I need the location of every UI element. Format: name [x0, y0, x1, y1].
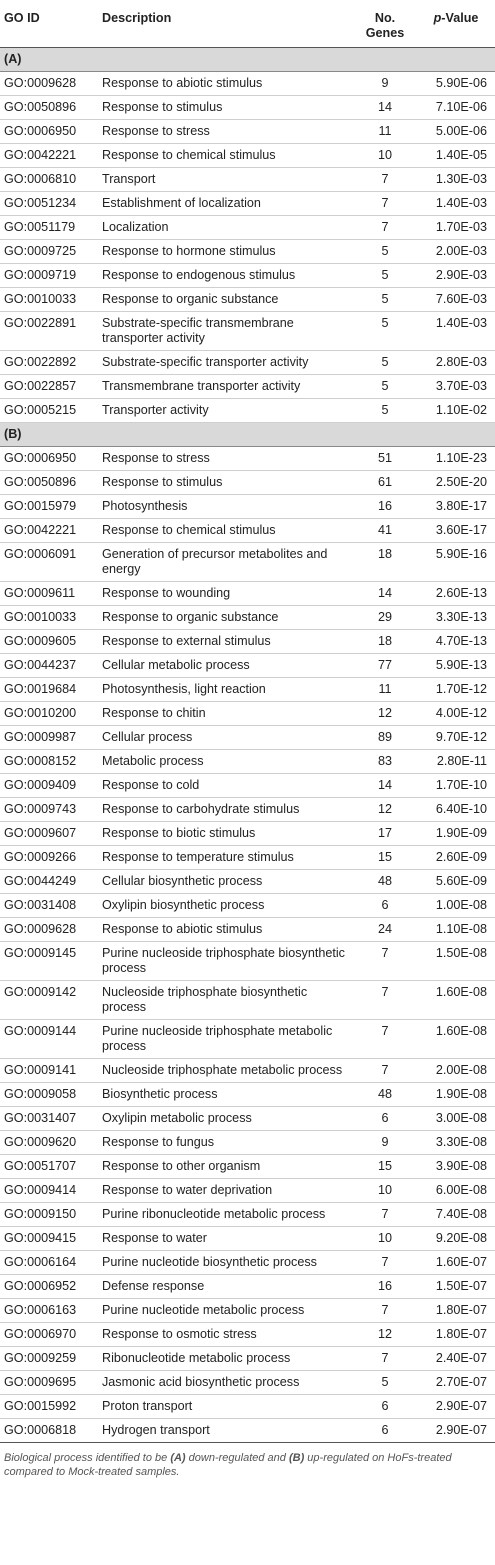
go-id-cell: GO:0009620	[0, 1131, 98, 1155]
go-id-cell: GO:0010200	[0, 702, 98, 726]
go-id-cell: GO:0044249	[0, 870, 98, 894]
gene-count-cell: 7	[353, 168, 417, 192]
description-cell: Response to endogenous stimulus	[98, 264, 353, 288]
p-value-cell: 1.60E-08	[417, 981, 495, 1020]
caption-part2: down-regulated and	[185, 1452, 289, 1464]
table-caption	[0, 1443, 495, 1479]
section-label: (A)	[0, 48, 495, 72]
table-row	[0, 1347, 495, 1371]
description-cell: Response to fungus	[98, 1131, 353, 1155]
description-cell: Response to stress	[98, 120, 353, 144]
table-row	[0, 822, 495, 846]
header-no-genes-line1: No.	[374, 11, 396, 25]
description-cell: Response to water	[98, 1227, 353, 1251]
table-row	[0, 582, 495, 606]
table-row	[0, 471, 495, 495]
table-row	[0, 1179, 495, 1203]
gene-count-cell: 5	[353, 399, 417, 423]
go-id-cell: GO:0006950	[0, 447, 98, 471]
gene-count-cell: 5	[353, 312, 417, 351]
gene-count-cell: 6	[353, 894, 417, 918]
go-id-cell: GO:0044237	[0, 654, 98, 678]
gene-count-cell: 29	[353, 606, 417, 630]
table-row	[0, 495, 495, 519]
header-p-value	[417, 0, 495, 48]
table-row	[0, 240, 495, 264]
go-id-cell: GO:0009987	[0, 726, 98, 750]
table-row	[0, 96, 495, 120]
p-value-cell: 6.40E-10	[417, 798, 495, 822]
table-header	[0, 0, 495, 48]
go-id-cell: GO:0006952	[0, 1275, 98, 1299]
table-row	[0, 519, 495, 543]
go-id-cell: GO:0009725	[0, 240, 98, 264]
gene-count-cell: 15	[353, 846, 417, 870]
gene-count-cell: 7	[353, 981, 417, 1020]
go-id-cell: GO:0042221	[0, 144, 98, 168]
description-cell: Purine nucleoside triphosphate biosynthetic process	[98, 942, 353, 981]
p-value-cell: 2.00E-08	[417, 1059, 495, 1083]
go-id-cell: GO:0031407	[0, 1107, 98, 1131]
description-cell: Purine nucleoside triphosphate metabolic process	[98, 1020, 353, 1059]
go-id-cell: GO:0009150	[0, 1203, 98, 1227]
p-value-cell: 5.90E-16	[417, 543, 495, 582]
p-value-cell: 3.80E-17	[417, 495, 495, 519]
description-cell: Purine nucleotide metabolic process	[98, 1299, 353, 1323]
description-cell: Transport	[98, 168, 353, 192]
go-id-cell: GO:0009605	[0, 630, 98, 654]
description-cell: Response to wounding	[98, 582, 353, 606]
go-id-cell: GO:0015992	[0, 1395, 98, 1419]
go-id-cell: GO:0010033	[0, 606, 98, 630]
go-id-cell: GO:0009611	[0, 582, 98, 606]
gene-count-cell: 18	[353, 543, 417, 582]
table-row	[0, 1203, 495, 1227]
table-row	[0, 216, 495, 240]
description-cell: Biosynthetic process	[98, 1083, 353, 1107]
p-value-cell: 1.90E-09	[417, 822, 495, 846]
p-value-cell: 1.10E-23	[417, 447, 495, 471]
caption-part1: Biological process identified to be	[4, 1452, 171, 1464]
go-id-cell: GO:0022891	[0, 312, 98, 351]
description-cell: Localization	[98, 216, 353, 240]
go-id-cell: GO:0009141	[0, 1059, 98, 1083]
go-id-cell: GO:0009628	[0, 72, 98, 96]
go-id-cell: GO:0009145	[0, 942, 98, 981]
gene-count-cell: 5	[353, 1371, 417, 1395]
description-cell: Establishment of localization	[98, 192, 353, 216]
gene-count-cell: 6	[353, 1419, 417, 1443]
header-p-rest: -Value	[441, 11, 479, 25]
p-value-cell: 2.80E-11	[417, 750, 495, 774]
gene-count-cell: 5	[353, 351, 417, 375]
description-cell: Response to cold	[98, 774, 353, 798]
p-value-cell: 1.40E-03	[417, 192, 495, 216]
table-row	[0, 1107, 495, 1131]
go-id-cell: GO:0009058	[0, 1083, 98, 1107]
table-row	[0, 1419, 495, 1443]
table-row	[0, 1299, 495, 1323]
p-value-cell: 2.00E-03	[417, 240, 495, 264]
gene-count-cell: 15	[353, 1155, 417, 1179]
gene-count-cell: 41	[353, 519, 417, 543]
p-value-cell: 9.20E-08	[417, 1227, 495, 1251]
p-value-cell: 2.90E-07	[417, 1395, 495, 1419]
p-value-cell: 3.90E-08	[417, 1155, 495, 1179]
table-row	[0, 1251, 495, 1275]
go-id-cell: GO:0006810	[0, 168, 98, 192]
p-value-cell: 5.90E-13	[417, 654, 495, 678]
description-cell: Photosynthesis	[98, 495, 353, 519]
table-row	[0, 750, 495, 774]
table-row	[0, 351, 495, 375]
gene-count-cell: 10	[353, 1179, 417, 1203]
go-id-cell: GO:0009414	[0, 1179, 98, 1203]
go-id-cell: GO:0019684	[0, 678, 98, 702]
go-id-cell: GO:0009607	[0, 822, 98, 846]
description-cell: Nucleoside triphosphate biosynthetic process	[98, 981, 353, 1020]
gene-count-cell: 12	[353, 1323, 417, 1347]
table-row	[0, 399, 495, 423]
header-p-letter: p	[433, 11, 442, 25]
gene-count-cell: 11	[353, 678, 417, 702]
gene-count-cell: 7	[353, 1059, 417, 1083]
table-row	[0, 120, 495, 144]
table-row	[0, 288, 495, 312]
description-cell: Purine nucleotide biosynthetic process	[98, 1251, 353, 1275]
go-id-cell: GO:0005215	[0, 399, 98, 423]
go-id-cell: GO:0009628	[0, 918, 98, 942]
table-row	[0, 264, 495, 288]
go-id-cell: GO:0006163	[0, 1299, 98, 1323]
go-id-cell: GO:0009695	[0, 1371, 98, 1395]
go-id-cell: GO:0051234	[0, 192, 98, 216]
description-cell: Response to other organism	[98, 1155, 353, 1179]
p-value-cell: 1.50E-08	[417, 942, 495, 981]
description-cell: Response to organic substance	[98, 606, 353, 630]
header-no-genes	[353, 0, 417, 48]
gene-count-cell: 7	[353, 1299, 417, 1323]
table-row	[0, 654, 495, 678]
table-row	[0, 846, 495, 870]
table-row	[0, 72, 495, 96]
table-row	[0, 192, 495, 216]
gene-count-cell: 5	[353, 264, 417, 288]
p-value-cell: 1.60E-08	[417, 1020, 495, 1059]
description-cell: Response to carbohydrate stimulus	[98, 798, 353, 822]
p-value-cell: 1.60E-07	[417, 1251, 495, 1275]
caption-part3: up-regulated on HoFs-treated compared to Mock-treated samples.	[4, 1452, 452, 1478]
go-id-cell: GO:0051707	[0, 1155, 98, 1179]
table-row	[0, 1020, 495, 1059]
p-value-cell: 5.60E-09	[417, 870, 495, 894]
go-id-cell: GO:0006950	[0, 120, 98, 144]
description-cell: Response to abiotic stimulus	[98, 918, 353, 942]
description-cell: Response to temperature stimulus	[98, 846, 353, 870]
table-row	[0, 1323, 495, 1347]
go-id-cell: GO:0042221	[0, 519, 98, 543]
description-cell: Response to stimulus	[98, 96, 353, 120]
table-body	[0, 48, 495, 1443]
gene-count-cell: 83	[353, 750, 417, 774]
p-value-cell: 5.90E-06	[417, 72, 495, 96]
section-label: (B)	[0, 423, 495, 447]
caption-label-a: (A)	[170, 1452, 186, 1464]
p-value-cell: 1.40E-03	[417, 312, 495, 351]
header-description: Description	[98, 0, 353, 48]
gene-count-cell: 61	[353, 471, 417, 495]
table-row	[0, 1395, 495, 1419]
gene-count-cell: 7	[353, 1020, 417, 1059]
description-cell: Jasmonic acid biosynthetic process	[98, 1371, 353, 1395]
table-row	[0, 375, 495, 399]
table-row	[0, 168, 495, 192]
table-row	[0, 942, 495, 981]
p-value-cell: 3.60E-17	[417, 519, 495, 543]
p-value-cell: 2.50E-20	[417, 471, 495, 495]
p-value-cell: 1.70E-03	[417, 216, 495, 240]
table-row	[0, 1155, 495, 1179]
p-value-cell: 3.70E-03	[417, 375, 495, 399]
description-cell: Nucleoside triphosphate metabolic process	[98, 1059, 353, 1083]
gene-count-cell: 10	[353, 144, 417, 168]
go-id-cell: GO:0009409	[0, 774, 98, 798]
go-id-cell: GO:0009719	[0, 264, 98, 288]
description-cell: Response to abiotic stimulus	[98, 72, 353, 96]
description-cell: Response to chitin	[98, 702, 353, 726]
gene-count-cell: 5	[353, 288, 417, 312]
gene-count-cell: 9	[353, 1131, 417, 1155]
table-row	[0, 702, 495, 726]
description-cell: Oxylipin metabolic process	[98, 1107, 353, 1131]
p-value-cell: 2.60E-13	[417, 582, 495, 606]
gene-count-cell: 14	[353, 582, 417, 606]
gene-count-cell: 16	[353, 495, 417, 519]
gene-count-cell: 7	[353, 1203, 417, 1227]
p-value-cell: 7.10E-06	[417, 96, 495, 120]
p-value-cell: 1.00E-08	[417, 894, 495, 918]
description-cell: Substrate-specific transporter activity	[98, 351, 353, 375]
p-value-cell: 2.90E-03	[417, 264, 495, 288]
gene-count-cell: 6	[353, 1395, 417, 1419]
gene-count-cell: 24	[353, 918, 417, 942]
table-row	[0, 447, 495, 471]
table-row	[0, 144, 495, 168]
table-row	[0, 981, 495, 1020]
p-value-cell: 1.50E-07	[417, 1275, 495, 1299]
go-id-cell: GO:0022892	[0, 351, 98, 375]
description-cell: Response to stimulus	[98, 471, 353, 495]
description-cell: Response to stress	[98, 447, 353, 471]
p-value-cell: 2.40E-07	[417, 1347, 495, 1371]
go-id-cell: GO:0050896	[0, 96, 98, 120]
header-go-id: GO ID	[0, 0, 98, 48]
gene-count-cell: 48	[353, 870, 417, 894]
p-value-cell: 3.30E-08	[417, 1131, 495, 1155]
description-cell: Response to water deprivation	[98, 1179, 353, 1203]
p-value-cell: 2.70E-07	[417, 1371, 495, 1395]
gene-count-cell: 7	[353, 1251, 417, 1275]
table-row	[0, 870, 495, 894]
gene-count-cell: 7	[353, 1347, 417, 1371]
table-row	[0, 1275, 495, 1299]
p-value-cell: 1.10E-02	[417, 399, 495, 423]
gene-count-cell: 17	[353, 822, 417, 846]
table-row	[0, 798, 495, 822]
gene-count-cell: 12	[353, 798, 417, 822]
p-value-cell: 1.40E-05	[417, 144, 495, 168]
p-value-cell: 4.70E-13	[417, 630, 495, 654]
gene-count-cell: 16	[353, 1275, 417, 1299]
p-value-cell: 1.80E-07	[417, 1299, 495, 1323]
go-id-cell: GO:0022857	[0, 375, 98, 399]
description-cell: Purine ribonucleotide metabolic process	[98, 1203, 353, 1227]
p-value-cell: 2.90E-07	[417, 1419, 495, 1443]
description-cell: Photosynthesis, light reaction	[98, 678, 353, 702]
p-value-cell: 1.30E-03	[417, 168, 495, 192]
p-value-cell: 1.70E-12	[417, 678, 495, 702]
table-row	[0, 1371, 495, 1395]
description-cell: Ribonucleotide metabolic process	[98, 1347, 353, 1371]
gene-count-cell: 7	[353, 192, 417, 216]
go-id-cell: GO:0009266	[0, 846, 98, 870]
gene-count-cell: 11	[353, 120, 417, 144]
description-cell: Cellular process	[98, 726, 353, 750]
table-row	[0, 726, 495, 750]
gene-count-cell: 14	[353, 774, 417, 798]
description-cell: Response to chemical stimulus	[98, 144, 353, 168]
go-id-cell: GO:0009415	[0, 1227, 98, 1251]
gene-count-cell: 9	[353, 72, 417, 96]
table-row	[0, 1083, 495, 1107]
p-value-cell: 1.70E-10	[417, 774, 495, 798]
p-value-cell: 2.80E-03	[417, 351, 495, 375]
gene-count-cell: 10	[353, 1227, 417, 1251]
gene-count-cell: 5	[353, 240, 417, 264]
description-cell: Response to chemical stimulus	[98, 519, 353, 543]
table-row	[0, 678, 495, 702]
section-row	[0, 423, 495, 447]
description-cell: Transporter activity	[98, 399, 353, 423]
description-cell: Defense response	[98, 1275, 353, 1299]
table-row	[0, 1131, 495, 1155]
description-cell: Response to osmotic stress	[98, 1323, 353, 1347]
gene-count-cell: 7	[353, 216, 417, 240]
gene-count-cell: 48	[353, 1083, 417, 1107]
go-id-cell: GO:0008152	[0, 750, 98, 774]
p-value-cell: 3.30E-13	[417, 606, 495, 630]
p-value-cell: 1.10E-08	[417, 918, 495, 942]
go-id-cell: GO:0006970	[0, 1323, 98, 1347]
table-row	[0, 918, 495, 942]
gene-count-cell: 18	[353, 630, 417, 654]
p-value-cell: 1.90E-08	[417, 1083, 495, 1107]
description-cell: Response to organic substance	[98, 288, 353, 312]
description-cell: Cellular biosynthetic process	[98, 870, 353, 894]
p-value-cell: 4.00E-12	[417, 702, 495, 726]
table-row	[0, 774, 495, 798]
gene-count-cell: 51	[353, 447, 417, 471]
description-cell: Cellular metabolic process	[98, 654, 353, 678]
header-no-genes-line2: Genes	[365, 26, 405, 40]
description-cell: Oxylipin biosynthetic process	[98, 894, 353, 918]
gene-count-cell: 14	[353, 96, 417, 120]
p-value-cell: 2.60E-09	[417, 846, 495, 870]
go-id-cell: GO:0015979	[0, 495, 98, 519]
description-cell: Hydrogen transport	[98, 1419, 353, 1443]
gene-count-cell: 5	[353, 375, 417, 399]
go-id-cell: GO:0010033	[0, 288, 98, 312]
table-row	[0, 312, 495, 351]
gene-count-cell: 77	[353, 654, 417, 678]
p-value-cell: 7.60E-03	[417, 288, 495, 312]
gene-count-cell: 6	[353, 1107, 417, 1131]
section-row	[0, 48, 495, 72]
p-value-cell: 9.70E-12	[417, 726, 495, 750]
go-id-cell: GO:0009259	[0, 1347, 98, 1371]
gene-count-cell: 7	[353, 942, 417, 981]
caption-label-b: (B)	[288, 1452, 305, 1464]
p-value-cell: 1.80E-07	[417, 1323, 495, 1347]
go-id-cell: GO:0050896	[0, 471, 98, 495]
p-value-cell: 3.00E-08	[417, 1107, 495, 1131]
description-cell: Generation of precursor metabolites and energy	[98, 543, 353, 582]
description-cell: Proton transport	[98, 1395, 353, 1419]
go-id-cell: GO:0009142	[0, 981, 98, 1020]
go-id-cell: GO:0051179	[0, 216, 98, 240]
go-id-cell: GO:0006818	[0, 1419, 98, 1443]
go-id-cell: GO:0006164	[0, 1251, 98, 1275]
go-id-cell: GO:0009144	[0, 1020, 98, 1059]
p-value-cell: 5.00E-06	[417, 120, 495, 144]
table-row	[0, 894, 495, 918]
gene-count-cell: 12	[353, 702, 417, 726]
description-cell: Response to hormone stimulus	[98, 240, 353, 264]
description-cell: Response to biotic stimulus	[98, 822, 353, 846]
table-row	[0, 606, 495, 630]
go-id-cell: GO:0009743	[0, 798, 98, 822]
p-value-cell: 6.00E-08	[417, 1179, 495, 1203]
description-cell: Transmembrane transporter activity	[98, 375, 353, 399]
table-row	[0, 630, 495, 654]
table-row	[0, 1059, 495, 1083]
description-cell: Substrate-specific transmembrane transporter activity	[98, 312, 353, 351]
table-row	[0, 543, 495, 582]
p-value-cell: 7.40E-08	[417, 1203, 495, 1227]
gene-count-cell: 89	[353, 726, 417, 750]
table-row	[0, 1227, 495, 1251]
description-cell: Response to external stimulus	[98, 630, 353, 654]
go-id-cell: GO:0006091	[0, 543, 98, 582]
description-cell: Metabolic process	[98, 750, 353, 774]
go-id-cell: GO:0031408	[0, 894, 98, 918]
